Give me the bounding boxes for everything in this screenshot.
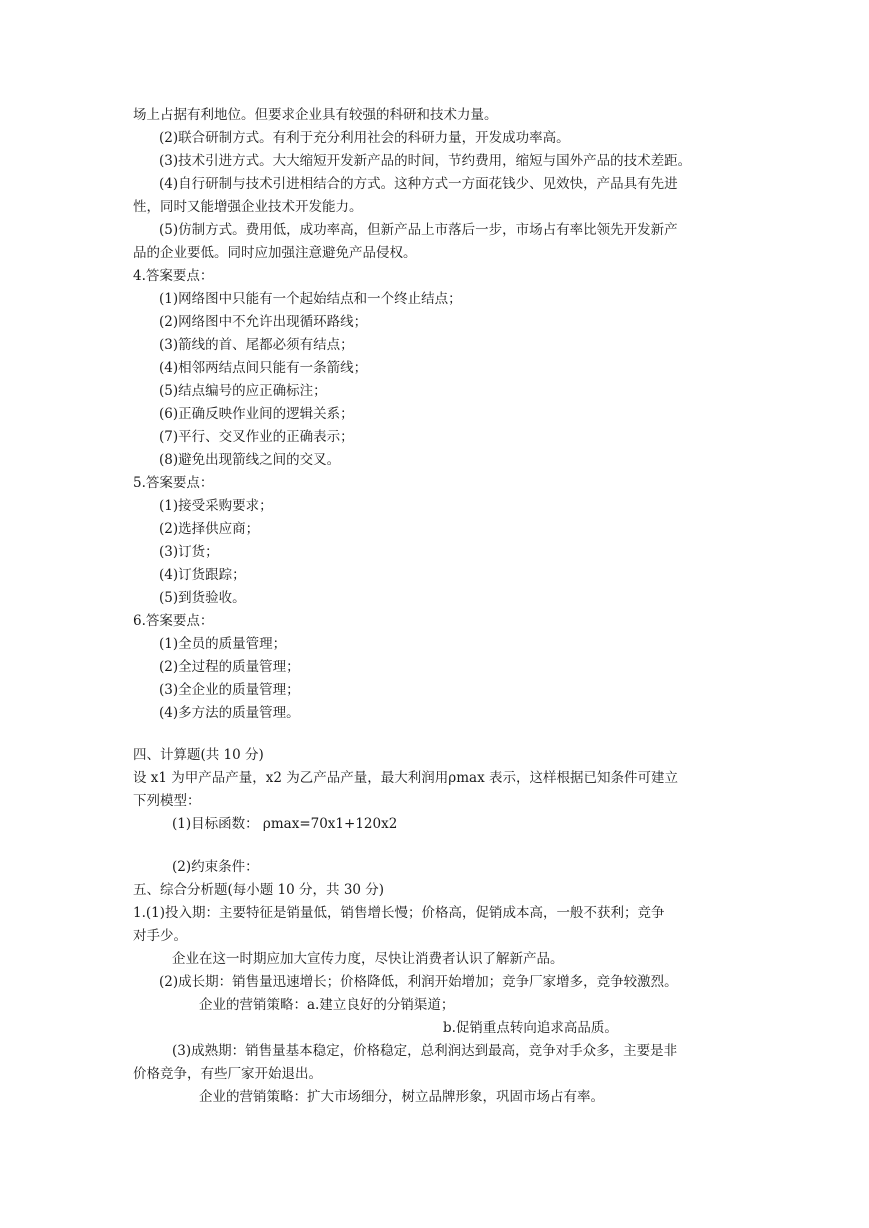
text-line: 性，同时又能增强企业技术开发能力。 (133, 199, 363, 215)
text-line: 对手少。 (133, 928, 187, 944)
list-item: (1)网络图中只能有一个起始结点和一个终止结点； (159, 291, 462, 307)
list-item: (5)到货验收。 (159, 590, 246, 606)
formula-line: (1)目标函数： ρmax=70x1+120x2 (172, 816, 398, 832)
list-item: (7)平行、交叉作业的正确表示； (159, 429, 354, 445)
text-line: (3)成熟期：销售量基本稳定，价格稳定，总利润达到最高，竞争对手众多，主要是非 (172, 1043, 678, 1059)
list-item: (3)全企业的质量管理； (159, 682, 300, 698)
list-item: (2)全过程的质量管理； (159, 659, 300, 675)
list-item: (1)全员的质量管理； (159, 636, 287, 652)
text-line: (2)成长期：销售量迅速增长；价格降低，利润开始增加；竞争厂家增多，竞争较激烈。 (159, 974, 678, 990)
text-line: 企业的营销策略：a.建立良好的分销渠道； (199, 997, 455, 1013)
list-item: (4)多方法的质量管理。 (159, 705, 300, 721)
text-line: 下列模型： (133, 793, 201, 809)
text-line: 设 x1 为甲产品产量，x2 为乙产品产量，最大利润用ρmax 表示，这样根据已知条件可建立 (133, 770, 678, 786)
text-line: (4)自行研制与技术引进相结合的方式。这种方式一方面花钱少、见效快，产品具有先进 (159, 176, 678, 192)
list-item: (4)相邻两结点间只能有一条箭线； (159, 360, 368, 376)
text-line: 场上占据有利地位。但要求企业具有较强的科研和技术力量。 (133, 107, 498, 123)
list-item: (4)订货跟踪； (159, 567, 246, 583)
list-item: (1)接受采购要求； (159, 498, 273, 514)
list-item: (2)选择供应商； (159, 521, 260, 537)
list-item: (8)避免出现箭线之间的交叉。 (159, 452, 341, 468)
text-line: (3)技术引进方式。大大缩短开发新产品的时间，节约费用，缩短与国外产品的技术差距。 (159, 153, 692, 169)
text-line: 品的企业要低。同时应加强注意避免产品侵权。 (133, 245, 417, 261)
section-heading: 6.答案要点： (133, 613, 214, 629)
section-heading: 五、综合分析题(每小题 10 分，共 30 分) (133, 882, 385, 898)
list-item: (3)箭线的首、尾都必须有结点； (159, 337, 354, 353)
list-item: (2)网络图中不允许出现循环路线； (159, 314, 368, 330)
text-line: (5)仿制方式。费用低，成功率高，但新产品上市落后一步，市场占有率比领先开发新产 (159, 222, 678, 238)
text-line: 企业在这一时期应加大宣传力度，尽快让消费者认识了解新产品。 (172, 951, 564, 967)
list-item: (6)正确反映作业间的逻辑关系； (159, 406, 354, 422)
list-item: (5)结点编号的应正确标注； (159, 383, 327, 399)
text-line: b.促销重点转向追求高品质。 (443, 1020, 618, 1036)
text-line: (2)约束条件： (172, 859, 259, 875)
text-line: (2)联合研制方式。有利于充分利用社会的科研力量，开发成功率高。 (159, 130, 570, 146)
section-heading: 4.答案要点： (133, 268, 214, 284)
text-line: 1.(1)投入期：主要特征是销量低，销售增长慢；价格高，促销成本高，一般不获利；竞争 (133, 905, 665, 921)
text-line: 价格竞争，有些厂家开始退出。 (133, 1066, 322, 1082)
section-heading: 四、计算题(共 10 分) (133, 747, 264, 763)
text-line: 企业的营销策略：扩大市场细分，树立品牌形象，巩固市场占有率。 (199, 1089, 604, 1105)
section-heading: 5.答案要点： (133, 475, 214, 491)
list-item: (3)订货； (159, 544, 219, 560)
